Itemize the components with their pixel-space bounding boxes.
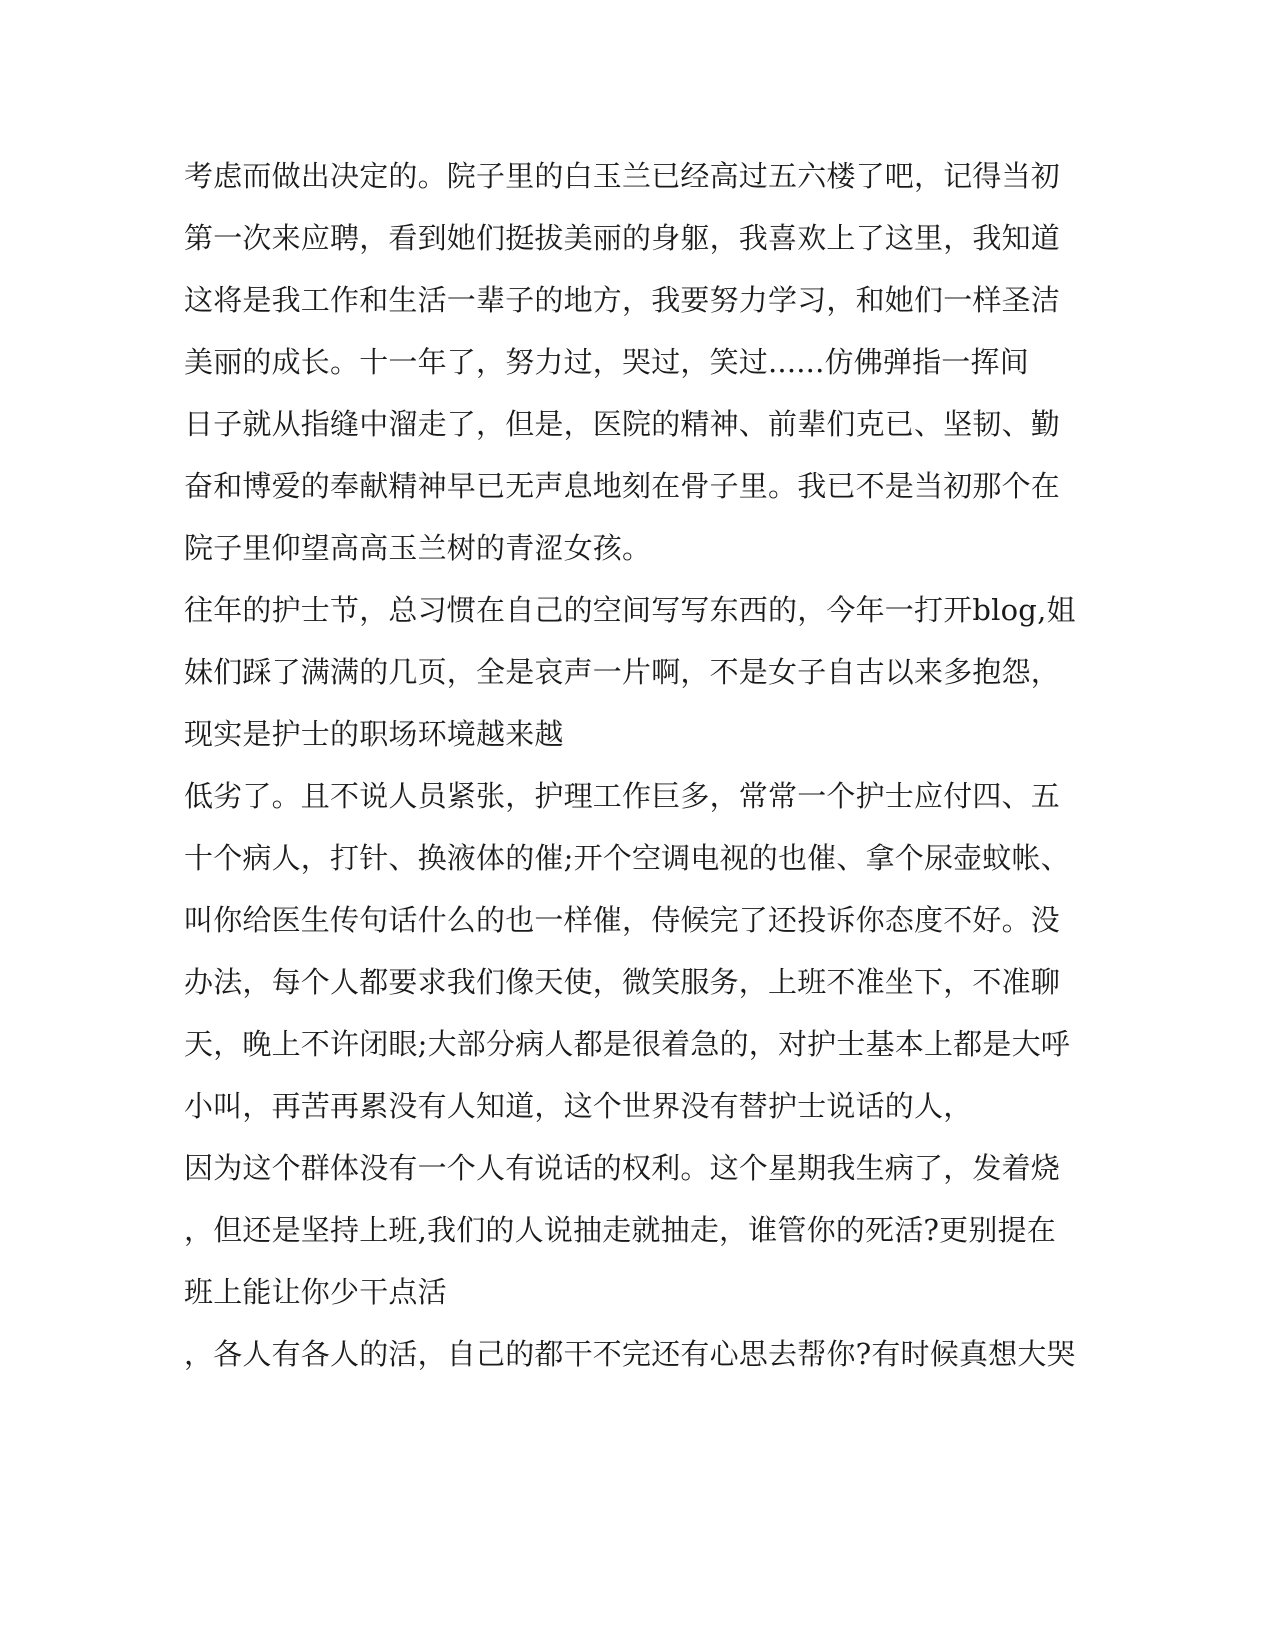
text-line: 小叫，再苦再累没有人知道，这个世界没有替护士说话的人， bbox=[184, 1089, 973, 1123]
text-line: 第一次来应聘，看到她们挺拔美丽的身躯，我喜欢上了这里，我知道 bbox=[184, 221, 1061, 255]
text-line: 院子里仰望高高玉兰树的青涩女孩。 bbox=[184, 531, 652, 565]
text-line: 天，晚上不许闭眼;大部分病人都是很着急的，对护士基本上都是大呼 bbox=[184, 1027, 1070, 1061]
text-line: 这将是我工作和生活一辈子的地方，我要努力学习，和她们一样圣洁 bbox=[184, 283, 1061, 317]
text-line: 低劣了。且不说人员紧张，护理工作巨多，常常一个护士应付四、五 bbox=[184, 779, 1061, 813]
text-line: ，但还是坚持上班,我们的人说抽走就抽走，谁管你的死活?更别提在 bbox=[184, 1213, 1056, 1247]
text-line: 往年的护士节，总习惯在自己的空间写写东西的，今年一打开blog,姐 bbox=[184, 593, 1076, 627]
text-line: 美丽的成长。十一年了，努力过，哭过，笑过......仿佛弹指一挥间 bbox=[184, 345, 1029, 379]
text-line: 妹们踩了满满的几页，全是哀声一片啊，不是女子自古以来多抱怨， bbox=[184, 655, 1061, 689]
text-line: 日子就从指缝中溜走了，但是，医院的精神、前辈们克已、坚韧、勤 bbox=[184, 407, 1061, 441]
text-line: 奋和博爱的奉献精神早已无声息地刻在骨子里。我已不是当初那个在 bbox=[184, 469, 1061, 503]
text-line: 因为这个群体没有一个人有说话的权利。这个星期我生病了，发着烧 bbox=[184, 1151, 1061, 1185]
text-line: 班上能让你少干点活 bbox=[184, 1275, 447, 1309]
text-line: ，各人有各人的活，自己的都干不完还有心思去帮你?有时候真想大哭 bbox=[184, 1337, 1076, 1371]
text-line: 办法，每个人都要求我们像天使，微笑服务，上班不准坐下，不准聊 bbox=[184, 965, 1061, 999]
text-line: 考虑而做出决定的。院子里的白玉兰已经高过五六楼了吧，记得当初 bbox=[184, 159, 1061, 193]
text-line: 十个病人，打针、换液体的催;开个空调电视的也催、拿个尿壶蚊帐、 bbox=[184, 841, 1070, 875]
text-line: 现实是护士的职场环境越来越 bbox=[184, 717, 564, 751]
text-line: 叫你给医生传句话什么的也一样催，侍候完了还投诉你态度不好。没 bbox=[184, 903, 1061, 937]
